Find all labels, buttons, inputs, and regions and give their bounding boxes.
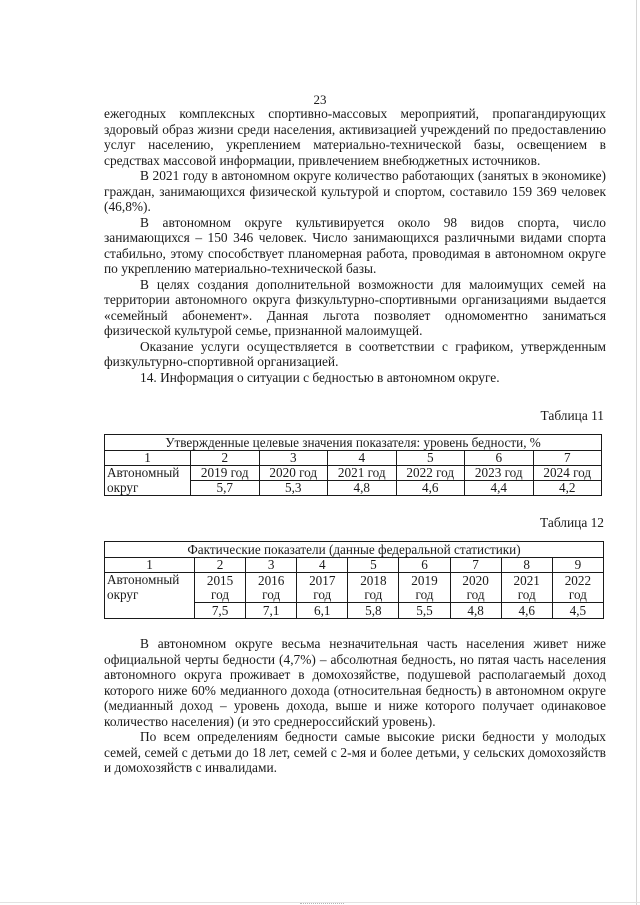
value-cell: 4,2	[533, 481, 602, 496]
paragraph: В 2021 году в автономном округе количество работающих (занятых в экономике) граждан, занимающихся физической культурой и спортом, составило 159 369 человек (46,8%).	[104, 168, 606, 214]
col-number: 7	[533, 451, 602, 466]
row-label-line: Автономный	[107, 572, 180, 587]
paragraph: В целях создания дополнительной возможности для малоимущих семей на территории автономного округа физкультурно-спортивными организациями выдается «семейный абонемент». Данная льгота позволяет одномоментно заниматься физической культурой семье, признанной малоимущей.	[104, 276, 606, 338]
col-number: 1	[105, 451, 191, 466]
col-number: 2	[191, 451, 260, 466]
value-cell: 4,6	[501, 603, 552, 619]
value-cell: 5,5	[399, 603, 450, 619]
year: 2019	[411, 572, 438, 588]
table-11	[104, 434, 602, 496]
table-11-title: Утвержденные целевые значения показателя: уровень бедности, %	[105, 435, 602, 451]
col-number: 4	[297, 558, 348, 573]
year-cell	[501, 573, 552, 603]
col-number: 6	[399, 558, 450, 573]
year-cell	[450, 573, 501, 603]
year-unit: год	[364, 586, 383, 602]
col-number: 3	[259, 451, 328, 466]
year-cell	[552, 573, 603, 603]
col-number: 8	[501, 558, 552, 573]
value-cell: 4,8	[328, 481, 397, 496]
year: 2017	[309, 572, 336, 588]
year-cell	[348, 573, 399, 603]
value-cell: 6,1	[297, 603, 348, 619]
year-unit: год	[517, 586, 536, 602]
paragraph: В автономном округе весьма незначительная часть населения живет ниже официальной черты бедности (4,7%) – абсолютная бедность, но пятая часть населения автономного округа проживает в домохозяйстве, подушевой располагаемый доход которого ниже 60% медианного дохода (относительная бедность) в автономном округе (медианный доход – уровень дохода, выше и ниже которого получает одинаковое количество населения) (и это среднероссийский уровень).	[104, 636, 606, 729]
year-cell: 2020 год	[259, 466, 328, 481]
col-number: 5	[396, 451, 465, 466]
year-cell	[195, 573, 246, 603]
row-label-line: округ	[107, 586, 139, 602]
year-cell	[399, 573, 450, 603]
value-cell: 7,1	[246, 603, 297, 619]
year-unit: год	[568, 586, 587, 602]
page-number: 23	[313, 92, 327, 107]
paragraph: В автономном округе культивируется около 98 видов спорта, число занимающихся – 150 346 человек. Число занимающихся различными видами спорта стабильно, этому способствует планомерная работа, проводимая в автономном округе по укреплению материально-технической базы.	[104, 214, 606, 276]
value-cell: 5,7	[191, 481, 260, 496]
year-cell: 2024 год	[533, 466, 602, 481]
paragraph: Оказание услуги осуществляется в соответствии с графиком, утвержденным физкультурно-спортивной организацией.	[104, 338, 606, 369]
year: 2022	[564, 572, 592, 588]
year: 2021	[513, 572, 540, 588]
table-12-caption: Таблица 12	[540, 515, 604, 530]
year-unit: год	[313, 586, 332, 602]
col-number: 9	[552, 558, 603, 573]
year: 2018	[360, 572, 387, 588]
paragraph: ежегодных комплексных спортивно-массовых мероприятий, пропагандирующих здоровый образ жизни среди населения, активизацией учреждений по предоставлению услуг населению, укреплением материально-технической базы, освещением в средствах массовой информации, привлечением внебюджетных источников.	[104, 106, 606, 168]
footer-mark	[300, 901, 344, 904]
col-number: 5	[348, 558, 399, 573]
year-cell: 2022 год	[396, 466, 465, 481]
value-cell: 4,6	[396, 481, 465, 496]
col-number: 7	[450, 558, 501, 573]
value-cell: 4,4	[465, 481, 534, 496]
year-unit: год	[262, 586, 281, 602]
year-cell: 2019 год	[191, 466, 260, 481]
table-12	[104, 541, 604, 619]
year-unit: год	[466, 586, 485, 602]
year: 2016	[257, 572, 285, 588]
row-label	[105, 573, 195, 603]
col-number: 1	[105, 558, 195, 573]
body-text-top	[104, 106, 606, 385]
row-label: округ	[105, 481, 191, 496]
section-heading: 14. Информация о ситуации с бедностью в автономном округе.	[140, 369, 500, 385]
row-label-empty	[105, 603, 195, 619]
value-cell: 7,5	[195, 603, 246, 619]
year-unit: год	[211, 586, 230, 602]
value-cell: 4,8	[450, 603, 501, 619]
value-cell: 5,8	[348, 603, 399, 619]
value-cell: 5,3	[259, 481, 328, 496]
year: 2020	[462, 572, 489, 588]
year-cell	[246, 573, 297, 603]
year: 2015	[206, 572, 234, 588]
row-label: Автономный	[105, 466, 191, 481]
table-11-caption: Таблица 11	[540, 408, 604, 423]
col-number: 2	[195, 558, 246, 573]
body-text-bottom	[104, 636, 606, 776]
year-unit: год	[415, 586, 434, 602]
table-12-title: Фактические показатели (данные федеральной статистики)	[105, 542, 604, 558]
year-cell	[297, 573, 348, 603]
value-cell: 4,5	[552, 603, 603, 619]
col-number: 4	[328, 451, 397, 466]
paragraph: По всем определениям бедности самые высокие риски бедности у молодых семей, семей с детьми до 18 лет, семей с 2-мя и более детьми, у сельских домохозяйств и домохозяйств с инвалидами.	[104, 729, 606, 775]
col-number: 6	[465, 451, 534, 466]
year-cell: 2023 год	[465, 466, 534, 481]
page-edge-right	[636, 0, 637, 905]
col-number: 3	[246, 558, 297, 573]
year-cell: 2021 год	[328, 466, 397, 481]
